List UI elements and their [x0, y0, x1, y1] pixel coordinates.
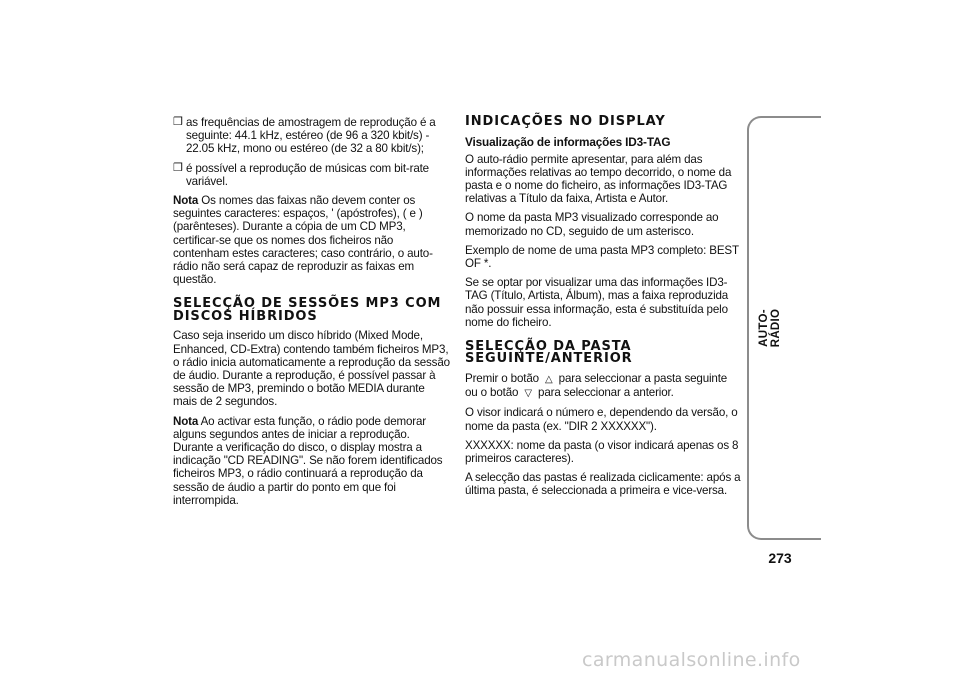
right-column: [465, 116, 742, 504]
paragraph: O nome da pasta MP3 visualizado corresponde ao memorizado no CD, seguido de um asterisco.: [465, 211, 719, 238]
list-item: [173, 162, 450, 188]
note-paragraph: [173, 194, 450, 286]
note-text: Ao activar esta função, o rádio pode demorar alguns segundos antes de iniciar a reprodução. Durante a verificação do disco, o display mostra a indicação "CD READING". Se não forem identificados ficheiros MP3, o rádio continuará a reprodução da sessão de áudio a partir do ponto em que foi interrompida.: [173, 414, 443, 507]
list-item: [173, 116, 450, 156]
paragraph: O visor indicará o número e, dependendo da versão, o nome da pasta (ex. "DIR 2 XXXXXX").: [465, 406, 738, 433]
note-label: Nota: [173, 194, 199, 208]
section-heading: INDICAÇÕES NO DISPLAY: [465, 114, 666, 129]
subsection-heading: Visualização de informações ID3-TAG: [465, 134, 671, 149]
paragraph-text: para seleccionar a anterior.: [538, 386, 674, 400]
checkbox-bullet-icon: ❒: [173, 161, 183, 174]
chapter-tab-label: AUTO-RÁDIO: [758, 308, 782, 348]
paragraph: O auto-rádio permite apresentar, para além das informações relativas ao tempo decorrido, o nome da pasta e o nome do ficheiro, as informações ID3-TAG relativas a Título da faixa, Artista e Autor.: [465, 152, 732, 206]
checkbox-bullet-icon: ❒: [173, 116, 183, 128]
bullet-text: as frequências de amostragem de reprodução é a seguinte: 44.1 kHz, estéreo (de 96 a 320 kbit/s) - 22.05 kHz, mono ou estéreo (de 32 a 80 kbit/s);: [186, 116, 436, 156]
up-arrow-icon: △: [545, 373, 553, 385]
watermark: carmanualsonline.info: [582, 649, 801, 671]
paragraph: Se se optar por visualizar uma das informações ID3-TAG (Título, Artista, Álbum), mas a faixa reproduzida não possuir essa informação, esta é substituída pelo nome do ficheiro.: [465, 276, 729, 329]
note-text: Os nomes das faixas não devem conter os seguintes caracteres: espaços, ' (apóstrofes), ( e ) (parênteses). Durante a cópia de um CD MP3, certificar-se que os nomes dos ficheiros não contenham estes caracteres; caso contrário, o auto-rádio não será capaz de reproduzir as faixas em questão.: [173, 194, 433, 287]
bullet-text: é possível a reprodução de músicas com bit-rate variável.: [186, 161, 429, 188]
section-heading: SELECÇÃO DA PASTA SEGUINTE/ANTERIOR: [465, 338, 633, 367]
paragraph-text: para seleccionar a pasta seguinte ou o botão: [465, 371, 728, 400]
down-arrow-icon: ▽: [524, 388, 532, 400]
paragraph-text: Premir o botão: [465, 371, 539, 385]
section-heading: SELECÇÃO DE SESSÕES MP3 COM DISCOS HÍBRIDOS: [173, 296, 442, 324]
page-number: 273: [768, 550, 792, 566]
paragraph: XXXXXX: nome da pasta (o visor indicará apenas os 8 primeiros caracteres).: [465, 438, 739, 465]
left-column: [173, 116, 450, 513]
paragraph: [465, 372, 742, 400]
note-paragraph: [173, 415, 450, 507]
note-label: Nota: [173, 414, 199, 428]
paragraph: A selecção das pastas é realizada ciclicamente: após a última pasta, é seleccionada a primeira e vice-versa.: [465, 471, 741, 498]
paragraph: Exemplo de nome de uma pasta MP3 completo: BEST OF *.: [465, 243, 739, 270]
section-paragraph: Caso seja inserido um disco híbrido (Mixed Mode, Enhanced, CD-Extra) contendo também ficheiros MP3, o rádio inicia automaticamente a reprodução da sessão de áudio. Durante a reprodução, é possível passar à sessão de MP3, premindo o botão MEDIA durante mais de 2 segundos.: [173, 329, 450, 409]
